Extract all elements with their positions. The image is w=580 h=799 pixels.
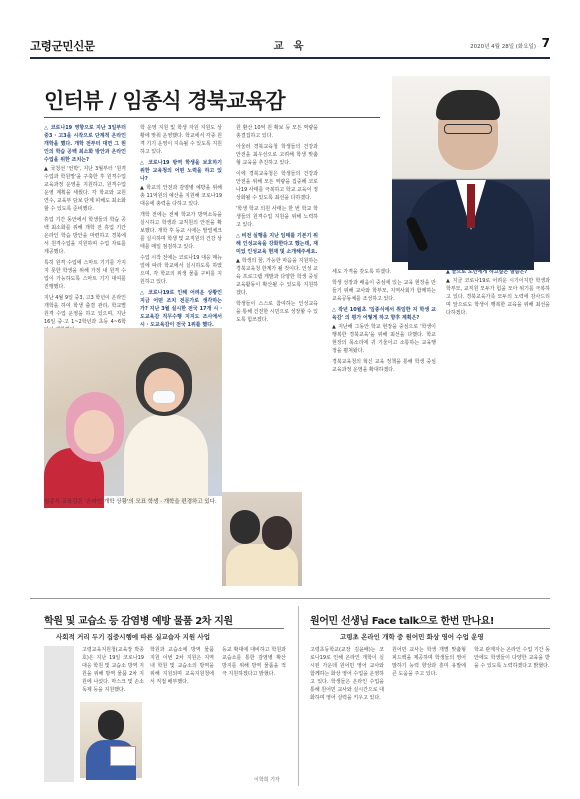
- question: △ 코로나19로 인해 어려운 상황인 지금 어떤 조치 전문가로 생각하는가? 지난 3월 실시한 전국 17개 시 · 도교육감 직무수행 지지도 조사에서 시 · 도교육감이 전국 1위를 했다.: [140, 290, 222, 328]
- answer-para: 아울러 경북교육청 학생들의 건강과 안전을 최우선으로 고려해 학생 맞춤형 교육을 추진하고 있다.: [236, 144, 318, 166]
- answer-para: 학 운영 지원 및 학생 자원 지원도 상황에 맞춰 운영했다. 학교에서 각종 원격 기기 운영이 지속될 수 있도록 지원하고 있다.: [140, 125, 222, 155]
- certificate-photo: [80, 702, 142, 778]
- interview-col-1: [44, 124, 126, 325]
- answer-para: 특히 원격 수업에 스마트 기기를 가지지 못한 학생을 위해 가정 내 원격 수업이 가능하도록 스마트 기기 대여를 진행했다.: [44, 260, 126, 290]
- section-divider: [30, 598, 550, 599]
- left-article-col-3: 등교 확대에 대비하고 학원과 교습소를 통한 감염병 확산 방지를 위해 방역 물품을 적극 지원하겠다고 밝혔다.: [222, 647, 286, 677]
- headline-rule: [44, 117, 380, 118]
- tie-shape: [467, 184, 475, 228]
- answer-para: 이에 경북교육청은 학생들의 건강과 안전을 위해 모든 역량을 집중해 코로나19 사태를 극복하고 학교 교육이 정상화될 수 있도록 최선을 다하겠다.: [236, 171, 318, 201]
- article-subtitle-left: 사회적 거리 두기 집중시행에 따른 실교습자 지원 사업: [56, 633, 210, 641]
- section-name: 교 육: [273, 40, 307, 52]
- answer-para: 세도 가격을 갖도록 하겠다.: [332, 269, 392, 275]
- answer-para: ▲ 학교의 안전과 감염병 예방을 위해 총 11억원의 예산을 지원해 코로나19 대응에 총력을 다하고 있다.: [140, 185, 222, 207]
- face-mask: [152, 390, 176, 404]
- answer-para: 지난 4월 9일 중3, 고3 학년이 온라인 개학을 하여 학생 출결 관리, 학교별 원격 수업 운영을 하고 있으며, 지난 16일 중·고 1~2학년과 초등 4~6학: [44, 295, 126, 325]
- left-article-col-2: 학원과 교습소에 방역 물품 지원 이번 2차 지원은 지역 내 학원 및 교습소의 방역을 위해 지원되며 교육지원청에서 직접 배부했다.: [150, 647, 214, 685]
- student-b-face: [74, 410, 114, 454]
- certificate-shape: [110, 746, 136, 766]
- person-head: [98, 710, 124, 740]
- student-a-body: [124, 414, 208, 504]
- question: △ 코로나19 방역 학생을 보호하기 위한 교육청의 어떤 노력을 하고 있나?: [140, 160, 222, 182]
- question: △ 비전 실행을 지난 임태를 기본기 위해 인성교육을 강화한다고 했는데, 재미있 인성교육 현재 및 소개해주세요.: [236, 233, 318, 255]
- masthead: [30, 34, 550, 56]
- superintendent-photo: [392, 76, 550, 262]
- classroom-photo: [222, 492, 302, 586]
- masthead-rule: [30, 57, 550, 59]
- students-photo: [44, 328, 222, 496]
- title-rule-right: [310, 628, 550, 629]
- question: △ 작년 10월초 '임종식에서 취임한 지 학생 교육감' 의 평가 어떻게 하고 향후 계획은?: [332, 307, 436, 321]
- answer-para: ▲ 지금 코로나19로 어려운 시기이지만 학생과 학부모, 교직원 모두가 힘을 모아 위기를 극복하고 있다. 경북교육가족 모두의 노력에 감사드리며 앞으로도 학생이 행복한 교육을 위해 최선을 다하겠다.: [446, 278, 550, 316]
- paper-name: 고령군민신문: [30, 39, 95, 53]
- right-article-col-2: 원어민 교사는 학생 개별 맞춤형 피드백을 제공하며 학생들의 영어 말하기 능력 향상과 흥미 유발에 큰 도움을 주고 있다.: [392, 647, 466, 677]
- side-strip: [44, 646, 74, 782]
- photo-caption: 임종식 교육감은 '온라인 개학 상황'의 모표 학생 · 개학을 편경하고 있다.: [44, 499, 217, 505]
- byline: 이학희 기자: [254, 777, 280, 783]
- article-title-left: 학원 및 교습소 등 감염병 예방 물품 2차 지원: [44, 616, 233, 627]
- answer-para: 학생 성장과 배움이 중심에 있는 교육 현장을 만들기 위해 교사와 학부모, 지역사회가 함께하는 교육공동체를 조성하고 있다.: [332, 280, 436, 302]
- left-article-col-1: 고령교육지원청(교육장 박종호)은 지난 19일 코로나19 대응 학원 및 교습소 방역 지원을 위해 방역 물품 2차 지원에 나섰다. 마스크 및 손소독제 등을 지원했다.: [82, 647, 144, 693]
- answer-para: ▲ 지난해 그동안 학교 현장을 중심으로 '학생이 행복한 경북교육'을 위해 최선을 다했다. 학교 현장의 목소리에 귀 기울이고 소통하는 교육행정을 펼쳐왔다.: [332, 324, 436, 354]
- headline: 인터뷰 / 임종식 경북교육감: [44, 89, 285, 113]
- article-title-right: 원어민 선생님 Face talk으로 한번 만나요!: [310, 616, 495, 627]
- answer-para: ▲ 학생의 꿈, 가능한 마음을 지원하는 경북교육청 한계가 될 것이다. 인성 교육 프로그램 개발과 다양한 학생 중심 교육활동이 확산될 수 있도록 지원하겠다.: [236, 258, 318, 296]
- right-article-col-1: 고령초등학교(교장 김윤배)는 코로나19로 인해 온라인 개학이 실시된 가운데 원어민 영어 교사와 함께하는 화상 영어 수업을 운영하고 있다. 학생들은 온라인 수업을 통해 원어민 교사와 실시간으로 대화하며 영어 실력을 키우고 있다.: [310, 647, 384, 701]
- answer-para: ▲ 국청선 '언박', 지난 3월부터 '원격수업과 학원망'을 구축한 후 원격수업 교육과정 운영을 지원하고, 원격수업 운영 계획을 세웠다. 각 학교와 교원 연수, 교육부 담보 단계 피해도 최소화 할 수 있도록 준비했다.: [44, 166, 126, 212]
- question: ▲ 끝으로 도민에게 하고싶은 말씀은?: [446, 269, 528, 275]
- column-divider: [298, 606, 299, 786]
- answer-para: 원 환산 10억 원 확보 등 모든 역량을 총결집하고 있다.: [236, 125, 318, 139]
- answer-para: 휴업 기간 동안에서 학생들의 학습 공백 최소화를 위해 개학 전 휴업 기간 온라인 학습 방안을 마련하고 경북에서 원격수업을 지원하며 수업 자료를 제공했다.: [44, 217, 126, 255]
- student-head-a: [230, 510, 260, 544]
- title-rule-left: [44, 628, 284, 629]
- right-article-col-3: 학교 관계자는 온라인 수업 기간 동안에도 학생들이 다양한 교육을 받을 수 있도록 노력하겠다고 밝혔다.: [474, 647, 550, 669]
- issue-date: 2020년 4월 28일 (화요일): [470, 44, 536, 50]
- answer-para: '학생 학교 의원 사태는 한 번 학교 학생들의 원격수업 지원을 위해 노력하고 있다.: [236, 206, 318, 228]
- interview-col-2: [140, 124, 222, 328]
- answer-para: 개학 전에는 전체 학교가 방역소독을 실시하고 학생과 교직원의 안전을 확보했다. 개학 후 등교 시에는 발열체크를 실시하며 학생 및 교직원의 건강 상태를 매일 점검하고 있다.: [140, 212, 222, 250]
- page-number: 7: [541, 36, 550, 50]
- interview-col-4: [332, 268, 436, 586]
- answer-para: 학생들이 스스로 참여하는 인성교육을 통해 건전한 시민으로 성장할 수 있도록 힘쓰겠다.: [236, 301, 318, 323]
- answer-para: 경북교육청의 혁신 교육 정책을 통해 학생 중심 교육과정 운영을 확대하겠다.: [332, 359, 436, 373]
- students-body: [226, 544, 298, 586]
- glasses-shape: [444, 124, 492, 134]
- question: △ 코로나19 영향으로 지난 3일부터 중3 · 고3을 시작으로 단계적 온라인 개학을 했다. 개학 전부터 대면 그 원인의 학습 공백 최소화 방안과 온라인 수업을 위한 조치는?: [44, 125, 126, 163]
- student-head-b: [262, 516, 292, 550]
- headline-box: [44, 85, 384, 115]
- article-subtitle-right: 고령초 온라인 개학 중 원어민 화상 영어 수업 운영: [340, 633, 484, 641]
- interview-col-5: [446, 268, 550, 586]
- answer-para: 수업 시작 전에는 코로나19 대응 매뉴얼에 따라 학교에서 실시하도록 하였으며, 각 학교의 위생 물품 구비를 지원하고 있다.: [140, 255, 222, 285]
- hair-shape: [436, 90, 500, 120]
